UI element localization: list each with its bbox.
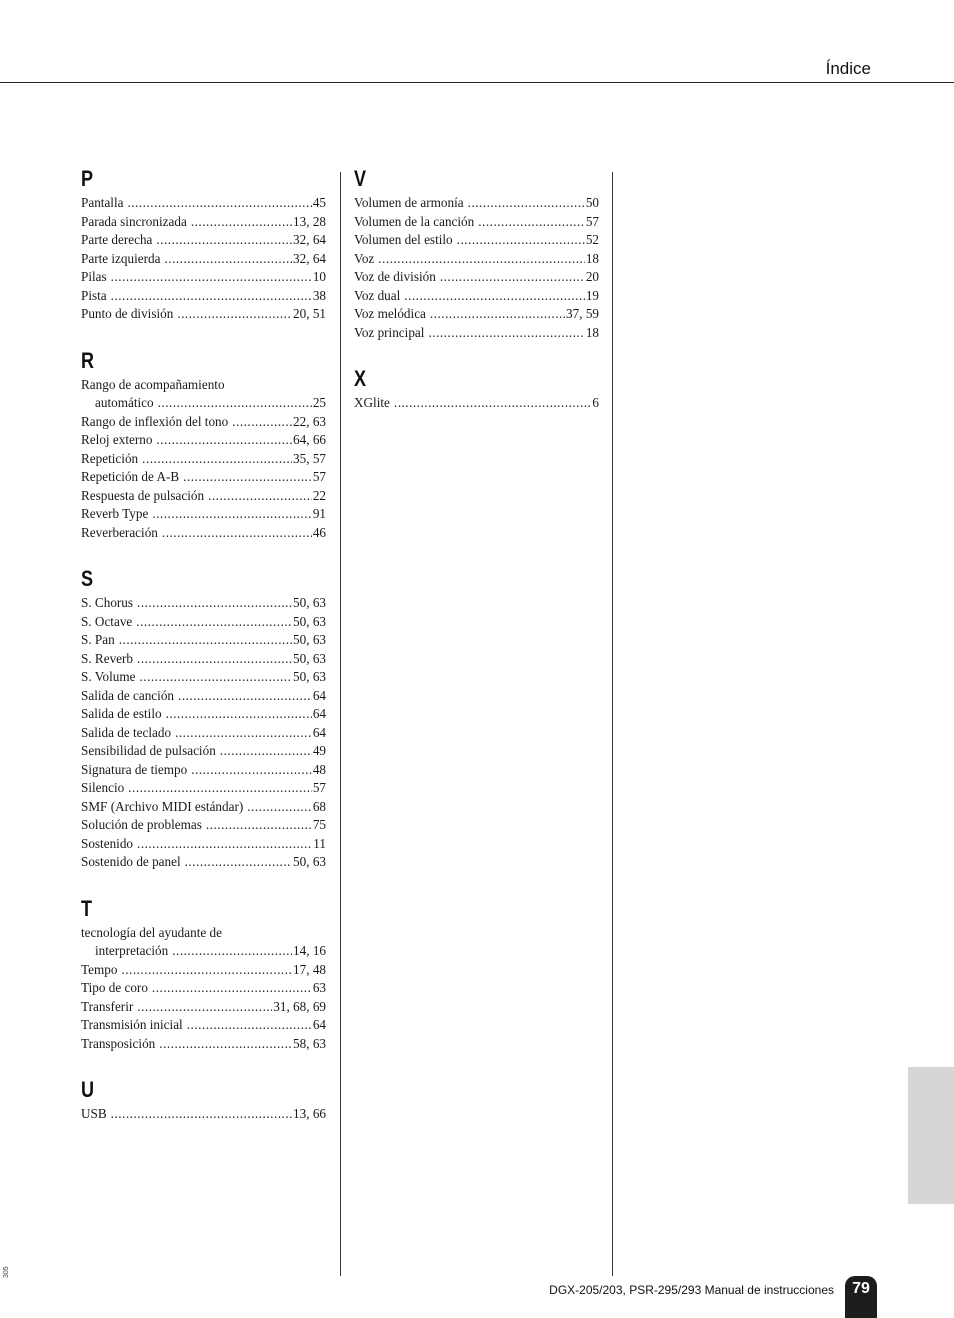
index-entry [81, 1105, 326, 1124]
index-term: Signatura de tiempo [81, 761, 188, 777]
index-term: XGlite [354, 395, 390, 410]
index-entry [81, 998, 326, 1017]
page-references: 31, 68, 69 [273, 998, 326, 1014]
dot-leader [137, 594, 292, 613]
page-references: 10 [312, 269, 326, 284]
index-term: Rango de inflexión del tono [81, 413, 229, 429]
page-references: 6 [592, 395, 599, 410]
index-entry [81, 524, 326, 543]
index-term: Voz principal [354, 324, 425, 340]
dot-leader [111, 287, 312, 306]
page-references: 75 [312, 817, 326, 832]
dot-leader [121, 961, 292, 980]
index-term: Reverberación [81, 524, 158, 540]
page-references: 64 [312, 1017, 326, 1032]
dot-leader [220, 742, 312, 761]
index-term: S. Chorus [81, 595, 134, 610]
dot-leader [152, 505, 311, 524]
dot-leader [137, 998, 272, 1017]
index-entry [81, 431, 326, 450]
dot-leader [156, 231, 292, 250]
page-references: 32, 64 [293, 250, 326, 266]
section-letter: X [354, 366, 367, 391]
page-references: 13, 66 [293, 1106, 326, 1121]
page-references: 50, 63 [293, 650, 326, 666]
dot-leader [183, 468, 312, 487]
index-term: Voz dual [354, 287, 401, 303]
index-entry [354, 305, 599, 324]
section-thumb-tab [908, 1067, 954, 1204]
index-entry [81, 213, 326, 232]
dot-leader [208, 487, 312, 506]
index-entry [81, 979, 326, 998]
index-term: S. Volume [81, 669, 136, 684]
page-references: 19 [585, 287, 599, 303]
index-term: Transferir [81, 998, 134, 1014]
dot-leader [430, 305, 565, 324]
index-term: Tempo [81, 961, 118, 977]
page-number-badge: 79 [845, 1276, 877, 1318]
page-references: 45 [312, 195, 326, 210]
page-references: 11 [313, 835, 326, 851]
index-term: Parte izquierda [81, 250, 161, 266]
index-section [81, 895, 326, 1054]
index-section [81, 1079, 326, 1124]
index-term: Parada sincronizada [81, 213, 187, 229]
index-term-continuation: automático [95, 395, 154, 410]
index-entry [81, 194, 326, 213]
index-entry [81, 231, 326, 250]
section-letter: R [81, 347, 95, 373]
page-references: 49 [312, 743, 326, 758]
index-term: Salida de canción [81, 687, 175, 703]
index-section [81, 568, 326, 872]
page-references: 32, 64 [293, 232, 326, 247]
page-references: 50, 63 [293, 632, 326, 647]
index-entry [81, 835, 326, 854]
page-references: 57 [585, 213, 599, 229]
index-entry [354, 324, 599, 343]
index-term: Reverb Type [81, 506, 149, 521]
index-entry [81, 1035, 326, 1054]
section-letter: P [81, 166, 94, 191]
index-term: Voz [354, 250, 375, 266]
dot-leader [185, 853, 292, 872]
index-term: Voz de división [354, 269, 436, 284]
page-references: 46 [312, 524, 326, 540]
index-entry [81, 613, 326, 632]
dot-leader [457, 231, 585, 250]
index-term: USB [81, 1106, 107, 1121]
dot-leader [175, 724, 312, 743]
page-references: 22, 63 [293, 413, 326, 429]
dot-leader [177, 305, 292, 324]
index-term: SMF (Archivo MIDI estándar) [81, 798, 244, 814]
page-references: 20, 51 [293, 306, 326, 321]
index-entry [81, 594, 326, 613]
dot-leader [111, 1105, 292, 1124]
index-entry [81, 1016, 326, 1035]
page-references: 64 [312, 687, 326, 703]
index-entry [81, 250, 326, 269]
dot-leader [158, 394, 312, 413]
index-entry [81, 487, 326, 506]
page-references: 52 [585, 232, 599, 247]
index-entry [81, 816, 326, 835]
index-entry [81, 505, 326, 524]
dot-leader [404, 287, 585, 306]
footer-manual-title: DGX-205/203, PSR-295/293 Manual de instrucciones [549, 1283, 834, 1297]
index-entry [354, 213, 599, 232]
index-entry [81, 287, 326, 306]
index-term: Punto de división [81, 306, 174, 321]
page-references: 50 [585, 195, 599, 210]
index-term: Sostenido de panel [81, 854, 181, 869]
index-term: Pantalla [81, 195, 124, 210]
index-term: Parte derecha [81, 232, 153, 247]
index-entry [81, 268, 326, 287]
page-references: 50, 63 [293, 669, 326, 684]
index-entry [81, 761, 326, 780]
dot-leader [172, 942, 292, 961]
column-divider [340, 172, 341, 1276]
index-term: S. Octave [81, 613, 133, 629]
page-references: 50, 63 [293, 613, 326, 629]
page-references: 35, 57 [293, 450, 326, 466]
index-entry [81, 650, 326, 669]
page-references: 58, 63 [293, 1035, 326, 1051]
page-references: 14, 16 [293, 943, 326, 958]
dot-leader [191, 761, 312, 780]
dot-leader [232, 413, 292, 432]
index-entry [81, 305, 326, 324]
page-references: 57 [312, 780, 326, 795]
index-entry [354, 250, 599, 269]
page-references: 20 [585, 269, 599, 284]
index-term: S. Reverb [81, 650, 134, 666]
page-references: 57 [312, 469, 326, 484]
dot-leader [111, 268, 312, 287]
dot-leader [136, 613, 292, 632]
index-entry [354, 287, 599, 306]
index-term: Sostenido [81, 835, 134, 851]
index-term: Sensibilidad de pulsación [81, 743, 216, 758]
index-section [354, 168, 599, 342]
side-code: 305 [3, 1266, 10, 1278]
dot-leader [378, 250, 585, 269]
index-entry [81, 687, 326, 706]
index-entry [81, 798, 326, 817]
index-term: tecnología del ayudante de [81, 924, 222, 940]
index-term: Repetición de A-B [81, 469, 180, 484]
page-references: 17, 48 [293, 961, 326, 977]
dot-leader [156, 431, 292, 450]
dot-leader [478, 213, 585, 232]
index-entry [81, 742, 326, 761]
index-section [354, 368, 599, 413]
index-entry [81, 724, 326, 743]
index-term: Transmisión inicial [81, 1017, 183, 1032]
index-term: S. Pan [81, 632, 115, 647]
page-references: 22 [312, 487, 326, 503]
page-references: 50, 63 [293, 595, 326, 610]
index-entry [81, 853, 326, 872]
dot-leader [152, 979, 312, 998]
dot-leader [440, 268, 585, 287]
index-entry [81, 468, 326, 487]
index-term: Pista [81, 287, 107, 303]
page-references: 63 [312, 980, 326, 995]
index-column-middle [354, 168, 599, 413]
page-header-title: Índice [825, 59, 871, 78]
index-entry [354, 231, 599, 250]
section-letter: T [81, 895, 93, 921]
index-section [81, 347, 326, 543]
page-references: 48 [312, 761, 326, 777]
dot-leader [247, 798, 312, 817]
index-entry [354, 394, 599, 413]
index-term: Respuesta de pulsación [81, 487, 205, 503]
index-term: Transposición [81, 1035, 156, 1051]
index-term: Salida de teclado [81, 724, 172, 740]
dot-leader [187, 1016, 312, 1035]
dot-leader [166, 705, 312, 724]
section-letter: S [81, 566, 94, 591]
page-references: 38 [312, 287, 326, 303]
index-term: Repetición [81, 450, 139, 466]
page-references: 37, 59 [566, 306, 599, 321]
page-references: 91 [312, 506, 326, 521]
page-references: 13, 28 [293, 213, 326, 229]
index-entry [354, 268, 599, 287]
page-references: 25 [312, 395, 326, 410]
page-references: 64 [312, 706, 326, 721]
index-term-continuation: interpretación [95, 943, 169, 958]
index-entry [81, 705, 326, 724]
index-term: Tipo de coro [81, 980, 148, 995]
dot-leader [162, 524, 312, 543]
index-term: Rango de acompañamiento [81, 376, 225, 392]
page-references: 50, 63 [293, 854, 326, 869]
section-letter: V [354, 166, 367, 191]
page-references: 68 [312, 798, 326, 814]
index-term: Pilas [81, 269, 107, 284]
section-letter: U [81, 1077, 95, 1102]
page-references: 18 [585, 324, 599, 340]
dot-leader [428, 324, 584, 343]
dot-leader [191, 213, 292, 232]
index-term: Volumen de armonía [354, 195, 464, 210]
dot-leader [394, 394, 592, 413]
index-column-left [81, 168, 326, 1124]
index-term: Reloj externo [81, 432, 153, 447]
dot-leader [139, 668, 292, 687]
index-entry [81, 668, 326, 687]
index-term: Volumen de la canción [354, 213, 475, 229]
index-term: Volumen del estilo [354, 232, 453, 247]
dot-leader [128, 779, 312, 798]
dot-leader [127, 194, 311, 213]
index-term: Solución de problemas [81, 817, 202, 832]
index-entry [81, 924, 326, 961]
dot-leader [159, 1035, 292, 1054]
dot-leader [164, 250, 292, 269]
dot-leader [142, 450, 292, 469]
column-divider [612, 172, 613, 1276]
index-entry [81, 376, 326, 413]
index-entry [81, 779, 326, 798]
index-term: Silencio [81, 780, 125, 795]
dot-leader [468, 194, 585, 213]
page-references: 64, 66 [293, 432, 326, 447]
dot-leader [137, 835, 312, 854]
index-entry [354, 194, 599, 213]
index-entry [81, 961, 326, 980]
index-term: Voz melódica [354, 306, 426, 321]
index-entry [81, 450, 326, 469]
dot-leader [178, 687, 312, 706]
index-term: Salida de estilo [81, 706, 162, 721]
dot-leader [119, 631, 292, 650]
page-references: 64 [312, 724, 326, 740]
index-entry [81, 631, 326, 650]
dot-leader [137, 650, 292, 669]
dot-leader [206, 816, 312, 835]
header-rule [0, 82, 954, 83]
index-entry [81, 413, 326, 432]
index-section [81, 168, 326, 324]
page-references: 18 [585, 250, 599, 266]
